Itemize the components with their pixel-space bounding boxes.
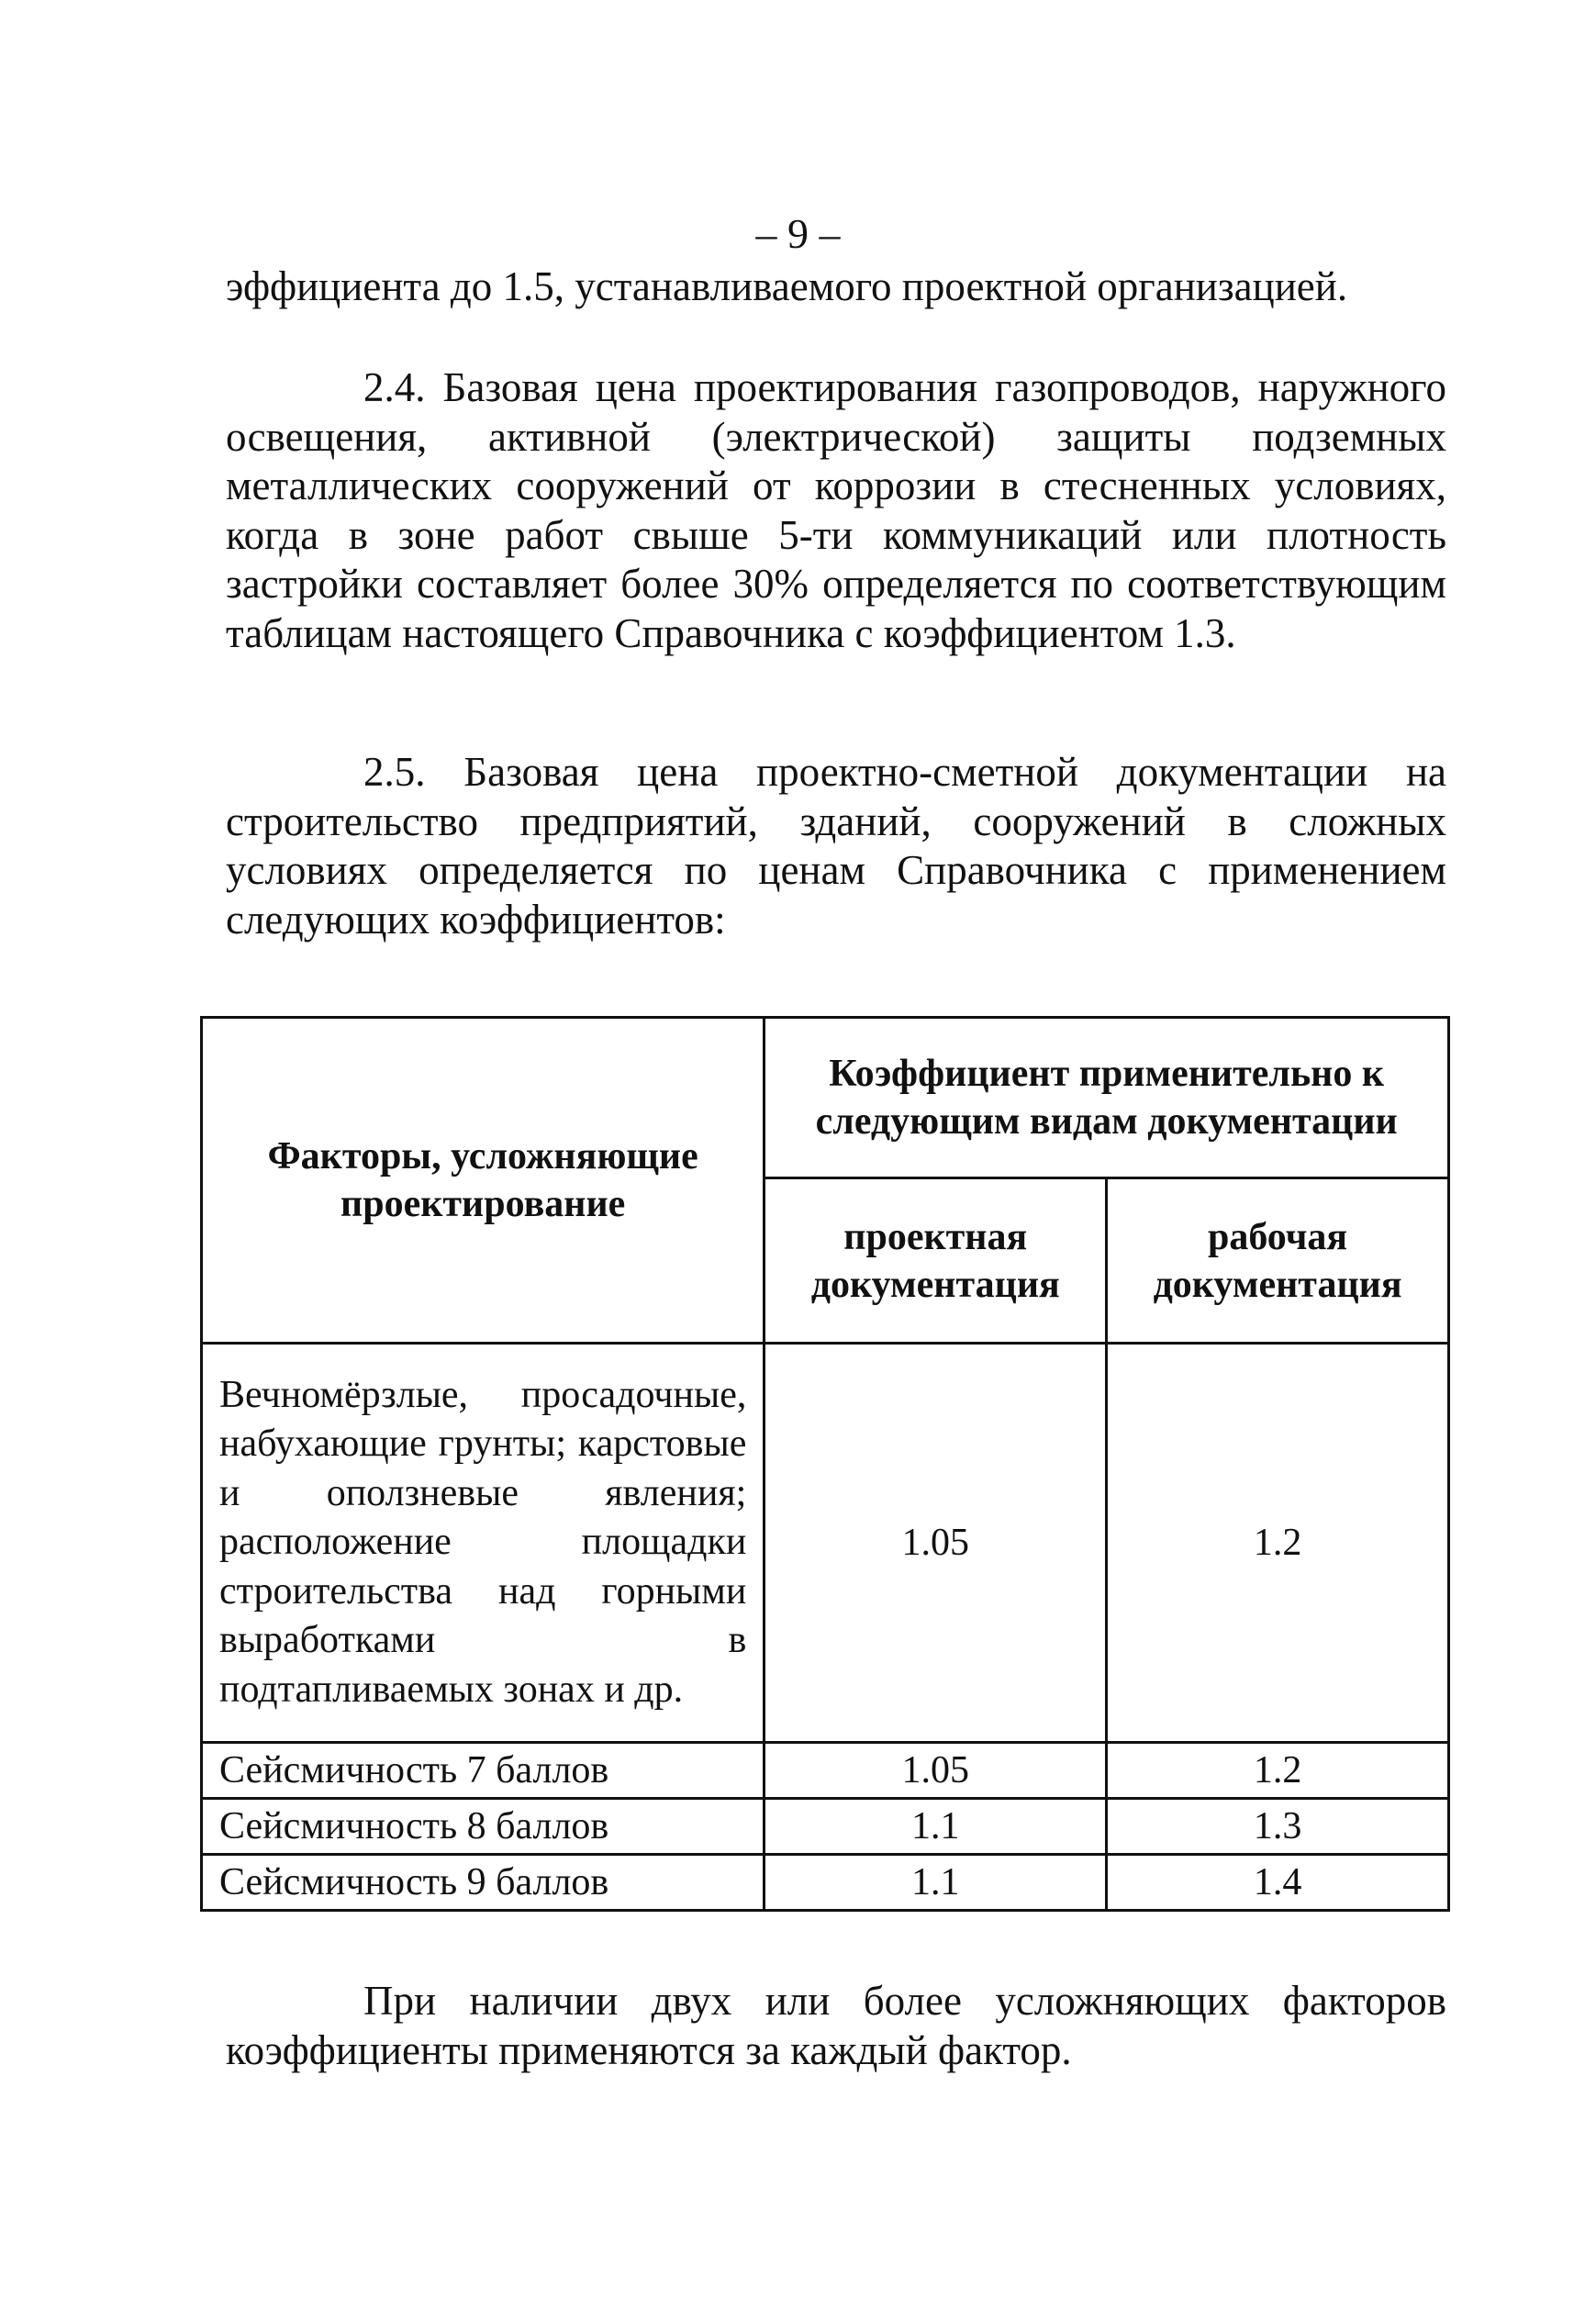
coefficient-table (200, 1016, 1450, 1912)
paragraph-continuation: эффициента до 1.5, устанавливаемого проектной организацией. (226, 263, 1348, 309)
working-coefficient-cell: 1.2 (1107, 1743, 1449, 1799)
project-coefficient-cell: 1.1 (765, 1855, 1107, 1911)
header-project-documentation: проектная документация (765, 1178, 1107, 1344)
factor-cell: Сейсмичность 7 баллов (202, 1743, 765, 1799)
header-factors: Факторы, усложняющие проектирование (202, 1018, 765, 1344)
table-row (202, 1799, 1449, 1855)
factor-cell: Вечномёрзлые, просадочные, набухающие грунты; карстовые и оползневые явления; расположение площадки строительства над горными выработками в подтапливаемых зонах и др. (202, 1344, 765, 1743)
project-coefficient-cell: 1.05 (765, 1743, 1107, 1799)
page-number: – 9 – (755, 210, 841, 257)
closing-paragraph: При наличии двух или более усложняющих факторов коэффициенты применяются за каждый фактор. (226, 1978, 1446, 2073)
table-row (202, 1743, 1449, 1799)
working-coefficient-cell: 1.4 (1107, 1855, 1449, 1911)
table-row (202, 1855, 1449, 1911)
factor-cell: Сейсмичность 8 баллов (202, 1799, 765, 1855)
factor-cell: Сейсмичность 9 баллов (202, 1855, 765, 1911)
table-row (202, 1344, 1449, 1743)
project-coefficient-cell: 1.05 (765, 1344, 1107, 1743)
paragraph-2-5: 2.5. Базовая цена проектно-сметной документации на строительство предприятий, зданий, сооружений в сложных условиях определяется по ценам Справочника с применением следующих коэффициентов: (226, 749, 1446, 943)
working-coefficient-cell: 1.3 (1107, 1799, 1449, 1855)
table-header-row (202, 1018, 1449, 1178)
project-coefficient-cell: 1.1 (765, 1799, 1107, 1855)
header-working-documentation: рабочая документация (1107, 1178, 1449, 1344)
working-coefficient-cell: 1.2 (1107, 1344, 1449, 1743)
paragraph-2-4: 2.4. Базовая цена проектирования газопроводов, наружного освещения, активной (электрической) защиты подземных металлических сооружений от коррозии в стесненных условиях, когда в зоне работ свыше 5-ти коммуникаций или плотность застройки составляет более 30% определяется по соответствующим таблицам настоящего Справочника с коэффициентом 1.3. (226, 364, 1446, 656)
header-coefficient: Коэффициент применительно к следующим видам документации (765, 1018, 1449, 1178)
